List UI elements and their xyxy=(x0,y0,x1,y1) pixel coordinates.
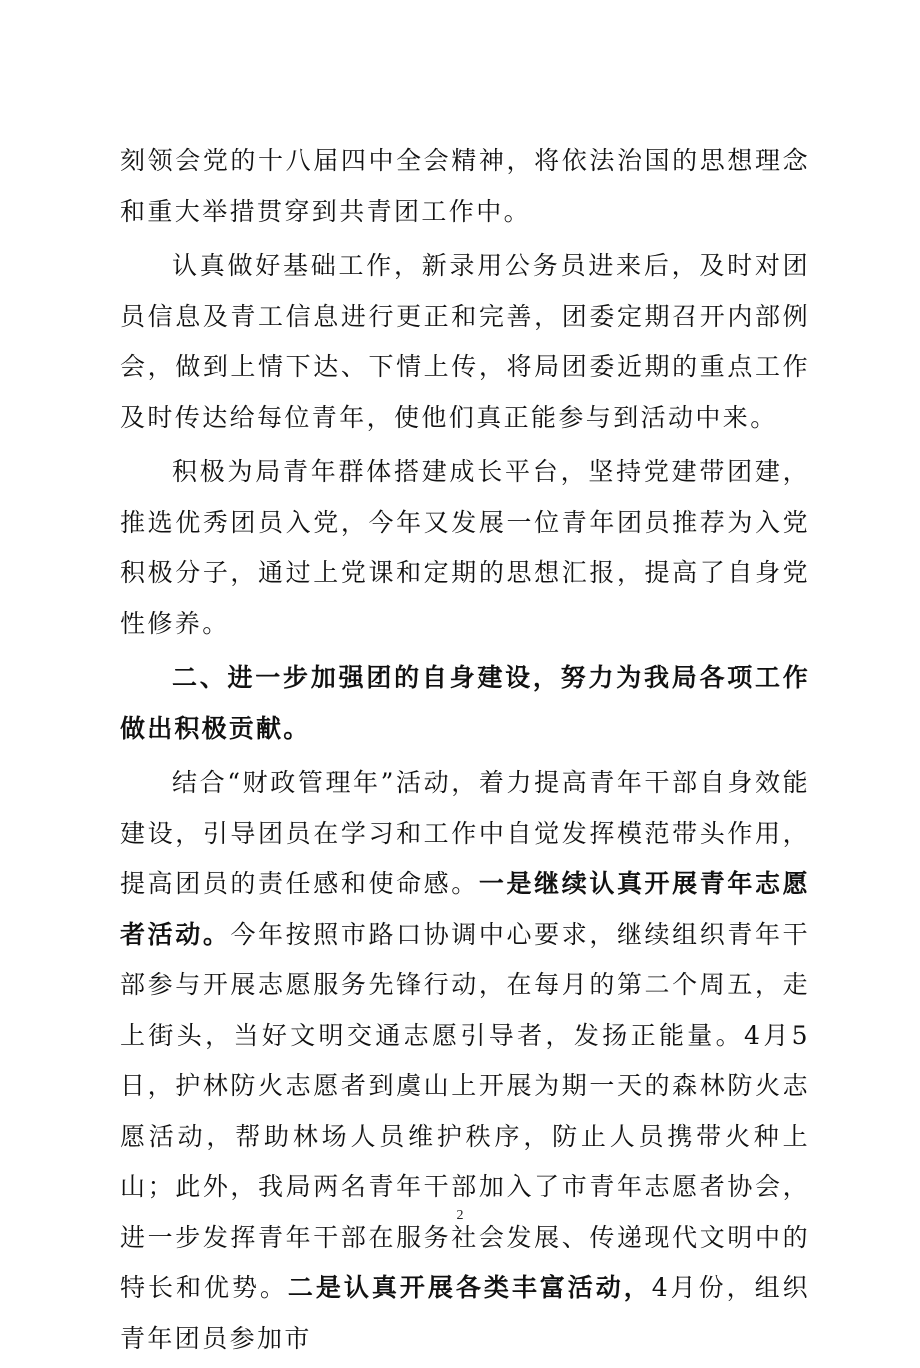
paragraph-continuation xyxy=(120,136,810,237)
paragraph-text: 今年按照市路口协调中心要求，继续组织青年干部参与开展志愿服务先锋行动，在每月的第二个周五，走上街头，当好文明交通志愿引导者，发扬正能量。4月5日，护林防火志愿者到虞山上开展为期一天的森林防火志愿活动，帮助林场人员维护秩序，防止人员携带火种上山；此外，我局两名青年干部加入了市青年志愿者协会，进一步发挥青年干部在服务社会发展、传递现代文明中的特长和优势。 xyxy=(120,919,810,1302)
paragraph-basic-work xyxy=(120,241,810,443)
paragraph-management-year xyxy=(120,758,810,1364)
bold-point-one: 一是继续认真开展青年志愿者活动。 xyxy=(120,869,810,949)
page-number: 2 xyxy=(456,1208,464,1223)
paragraph-text: 积极为局青年群体搭建成长平台，坚持党建带团建，推选优秀团员入党，今年又发展一位青年团员推荐为入党积极分子，通过上党课和定期的思想汇报，提高了自身党性修养。 xyxy=(120,457,810,638)
paragraph-growth-platform xyxy=(120,447,810,649)
heading-text: 二、进一步加强团的自身建设，努力为我局各项工作做出积极贡献。 xyxy=(120,663,810,743)
section-heading-2 xyxy=(120,653,810,754)
paragraph-text: 结合“财政管理年”活动，着力提高青年干部自身效能建设，引导团员在学习和工作中自觉发挥模范带头作用，提高团员的责任感和使命感。 xyxy=(120,768,810,898)
paragraph-text: 认真做好基础工作，新录用公务员进来后，及时对团员信息及青工信息进行更正和完善，团委定期召开内部例会，做到上情下达、下情上传，将局团委近期的重点工作及时传达给每位青年，使他们真正能参与到活动中来。 xyxy=(120,251,810,432)
paragraph-text: 4月份，组织青年团员参加市 xyxy=(120,1273,810,1353)
paragraph-text: 刻领会党的十八届四中全会精神，将依法治国的思想理念和重大举措贯穿到共青团工作中。 xyxy=(120,146,810,226)
document-body xyxy=(120,136,810,1368)
bold-point-two: 二是认真开展各类丰富活动， xyxy=(287,1273,652,1302)
